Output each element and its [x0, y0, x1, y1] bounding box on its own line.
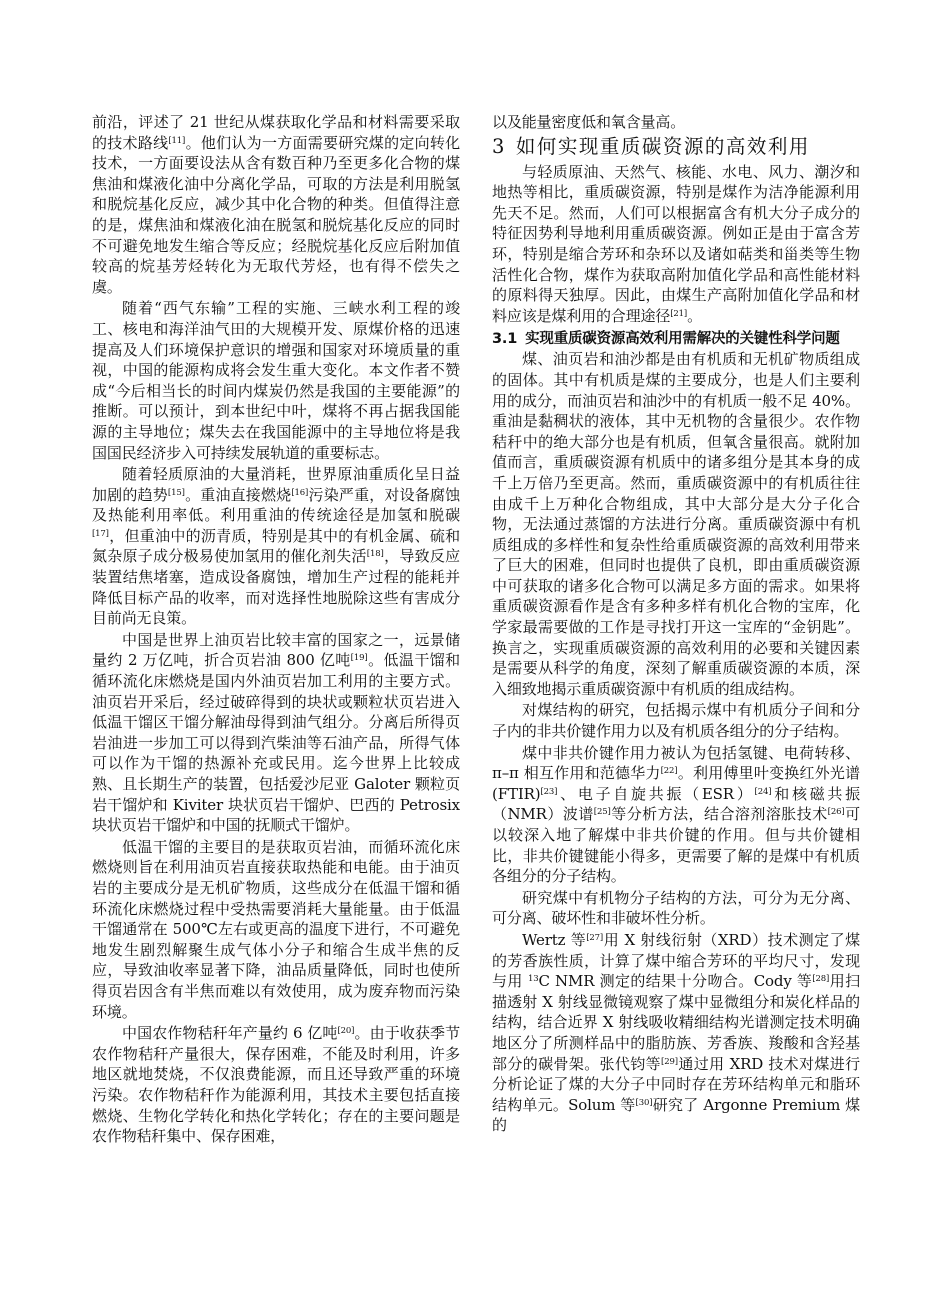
text-run: 。低温干馏和循环流化床燃烧是国内外油页岩加工利用的主要方式。油页岩开采后，经过破碎得到的块状或颗粒状页岩进入低温干馏区干馏分解油母得到油气组分。分离后所得页岩油进一步加工可以得到汽柴油等石油产品，所得气体可以作为干馏的热源补充或民用。迄今世界上比较成熟、且长期生产的装置，包括爱沙尼亚 Galoter 颗粒页岩干馏炉和 Kiviter 块状页岩干馏炉、巴西的 Petrosix 块状页岩干馏炉和中国的抚顺式干馏炉。: [92, 651, 460, 835]
text-run: 研究煤中有机物分子结构的方法，可分为无分离、可分离、破坏性和非破坏性分析。: [492, 888, 860, 928]
citation: [20]: [337, 1026, 355, 1037]
text-run: 用扫描透射 X 射线显微镜观察了煤中显微组分和炭化样品的结构，结合近界 X 射线吸收精细结构光谱测定技术明确地区分了所测样品中的脂肪族、芳香族、羧酸和含羟基部分的碳骨架。张代钧等: [492, 972, 860, 1073]
citation: [19]: [350, 653, 368, 664]
text-run: 与轻质原油、天然气、核能、水电、风力、潮汐和地热等相比，重质碳资源，特别是煤作为洁净能源利用先天不足。然而，人们可以根据富含有机大分子成分的特征因势利导地利用重质碳资源。例如正是由于富含芳环，特别是缩合芳环和杂环以及诸如萜类和甾类等生物活性化合物，煤作为获取高附加值化学品和高性能材料的原料得天独厚。因此，由煤生产高附加值化学品和材料应该是煤利用的合理途径: [492, 162, 860, 325]
text-run: 随着“西气东输”工程的实施、三峡水利工程的竣工、核电和海洋油气田的大规模开发、原煤价格的迅速提高及人们环境保护意识的增强和国家对环境质量的重视，中国的能源构成将会发生重大变化。本文作者不赞成“今后相当长的时间内煤炭仍然是我国的主要能源”的推断。可以预计，到本世纪中叶，煤将不再占据我国能源的主导地位；煤失去在我国能源中的主导地位将是我国国民经济步入可持续发展轨道的重要标志。: [92, 299, 460, 462]
paragraph-oil-shale: [92, 630, 460, 836]
subsection-number: 3.1: [492, 331, 518, 348]
text-run: 可以较深入地了解煤中非共价键的作用。但与共价键相比，非共价键键能小得多，更需要了解的是煤中有机质各组分的分子结构。: [492, 805, 860, 886]
citation: [27]: [586, 932, 604, 943]
text-run: 煤、油页岩和油沙都是由有机质和无机矿物质组成的固体。其中有机质是煤的主要成分，也是人们主要利用的成分，而油页岩和油沙中的有机质一般不足 40%。重油是黏稠状的液体，其中无机物的含量很少。农作物秸秆中的绝大部分也是有机质，但氧含量很高。就附加值而言，重质碳资源有机质中的诸多组分是其本身的成千上万倍乃至更高。然而，重质碳资源中的有机质往往由成千上万种化合物组成，其中大部分是大分子化合物，无法通过蒸馏的方法进行分离。重质碳资源中有机质组成的多样性和复杂性给重质碳资源的高效利用带来了巨大的困难，但同时也提供了良机，即由重质碳资源中可获取的诸多化合物可以满足多方面的需求。如果将重质碳资源看作是含有多种多样有机化合物的宝库，化学家最需要做的工作是寻找打开这一宝库的“金钥匙”。换言之，实现重质碳资源的高效利用的必要和关键因素是需要从科学的角度，深刻了解重质碳资源的本质，深入细致地揭示重质碳资源中有机质的组成结构。: [492, 350, 860, 698]
paragraph-xrd: [492, 930, 860, 1136]
text-run: 用 X 射线衍射（XRD）技术测定了煤的芳香族性质，计算了煤中缩合芳环的平均尺寸，发现与用: [492, 930, 860, 991]
text-run: 研究了 Argonne Premium 煤的: [492, 1095, 860, 1135]
paragraph-key-problems: [492, 349, 860, 699]
citation: [25]: [593, 807, 611, 818]
section-heading: [492, 135, 860, 159]
text-run: ，但重油中的沥青质，特别是其中的有机金属、硫和氮杂原子成分极易使加氢用的催化剂失活: [92, 526, 460, 566]
text-run: 中国农作物秸秆年产量约 6 亿吨: [122, 1024, 338, 1043]
text-run: Wertz 等: [522, 930, 587, 949]
citation: [18]: [366, 549, 384, 560]
subsection-title: 实现重质碳资源高效利用需解决的关键性科学问题: [525, 331, 840, 348]
text-run: 对煤结构的研究，包括揭示煤中有机质分子间和分子内的非共价键作用力以及有机质各组分的分子结构。: [492, 701, 860, 741]
text-run: 以及能量密度低和氧含量高。: [492, 113, 686, 131]
text-run: 。利用傅里叶变换红外光谱(FTIR): [492, 764, 860, 803]
citation: [30]: [635, 1097, 653, 1108]
text-run: 。他们认为一方面需要研究煤的定向转化技术，一方面要设法从含有数百种乃至更多化合物的煤焦油和煤液化油中分离化学品，可取的方法是利用脱氢和脱烷基化反应，减少其中化合物的种类。但值得注意的是，煤焦油和煤液化油在脱氢和脱烷基化反应的同时不可避免地发生缩合等反应；经脱烷基化反应后附加值较高的烷基芳烃转化为无取代芳烃，也有得不偿失之虞。: [92, 133, 460, 296]
citation: [22]: [660, 766, 678, 777]
paragraph-retorting: [92, 837, 460, 1022]
paragraph-methods: [492, 888, 860, 929]
text-run: 、电子自旋共振（ESR）: [557, 784, 755, 803]
right-column: [492, 112, 860, 1136]
paragraph-continuation: [492, 112, 860, 133]
text-run: 中国是世界上油页岩比较丰富的国家之一，远景储量约 2 万亿吨，折合页岩油 800 亿吨: [92, 630, 460, 670]
citation: [15]: [167, 487, 185, 498]
isotope-superscript: 13: [528, 974, 539, 985]
text-run: 。重油直接燃烧: [184, 485, 292, 504]
citation: [17]: [92, 528, 109, 539]
section-title: 如何实现重质碳资源的高效利用: [515, 134, 810, 158]
text-run: 随着轻质原油的大量消耗，世界原油重质化呈日益加剧的趋势: [92, 465, 460, 504]
citation: [16]: [291, 487, 309, 498]
text-run: 通过用 XRD 技术对煤进行分析论证了煤的大分子中同时存在芳环结构单元和脂环结构单元。Solum 等: [492, 1054, 860, 1114]
section-number: 3: [492, 134, 506, 158]
subsection-heading: [492, 330, 860, 349]
text-run: 低温干馏的主要目的是获取页岩油，而循环流化床燃烧则旨在利用油页岩直接获取热能和电能。由于油页岩的主要成分是无机矿物质，这些成分在低温干馏和循环流化床燃烧过程中受热需要消耗大量能量。由于低温干馏通常在 500℃左右或更高的温度下进行，不可避免地发生剧烈解聚生成气体小分子和缩合生成半焦的反应，导致油收率显著下降，油品质量降低，同时也使所得页岩因含有半焦而难以有效使用，成为废弃物而污染环境。: [92, 837, 460, 1021]
citation: [21]: [670, 308, 688, 319]
citation: [28]: [812, 974, 830, 985]
text-run: C NMR 测定的结果十分吻合。Cody 等: [538, 972, 813, 991]
text-run: 。: [687, 306, 702, 325]
citation: [23]: [540, 786, 558, 797]
text-run: 。由于收获季节农作物秸秆产量很大，保存困难，不能及时利用，许多地区就地焚烧，不仅浪费能源，而且还导致严重的环境污染。农作物秸秆作为能源利用，其技术主要包括直接燃烧、生物化学转化和热化学转化；存在的主要问题是农作物秸秆集中、保存困难，: [92, 1024, 460, 1146]
text-run: 和核磁共振（NMR）波谱: [492, 784, 860, 824]
citation: [29]: [661, 1056, 678, 1067]
text-run: 煤中非共价键作用力被认为包括氢键、电荷转移、π–π 相互作用和范德华力: [492, 743, 860, 783]
paragraph-noncovalent: [492, 743, 860, 887]
paragraph-straw: [92, 1023, 460, 1147]
paragraph-energy-structure: [92, 298, 460, 463]
paragraph-heavy-carbon-intro: [492, 162, 860, 327]
text-run: 前沿，评述了 21 世纪从煤获取化学品和材料需要采取的技术路线: [92, 113, 460, 152]
citation: [11]: [168, 135, 186, 146]
paragraph-continuation: [92, 112, 460, 297]
left-column: [92, 112, 460, 1147]
text-run: ，导致反应装置结焦堵塞，造成设备腐蚀，增加生产过程的能耗并降低目标产品的收率，而对选择性地脱除这些有害成分目前尚无良策。: [92, 547, 460, 628]
citation: [26]: [827, 807, 845, 818]
text-run: 污染严重，对设备腐蚀及热能利用率低。利用重油的传统途径是加氢和脱碳: [92, 485, 460, 525]
citation: [24]: [754, 786, 772, 797]
paragraph-heavy-oil: [92, 464, 460, 629]
text-run: 等分析方法，结合溶剂溶胀技术: [610, 805, 828, 824]
paragraph-coal-structure: [492, 700, 860, 741]
